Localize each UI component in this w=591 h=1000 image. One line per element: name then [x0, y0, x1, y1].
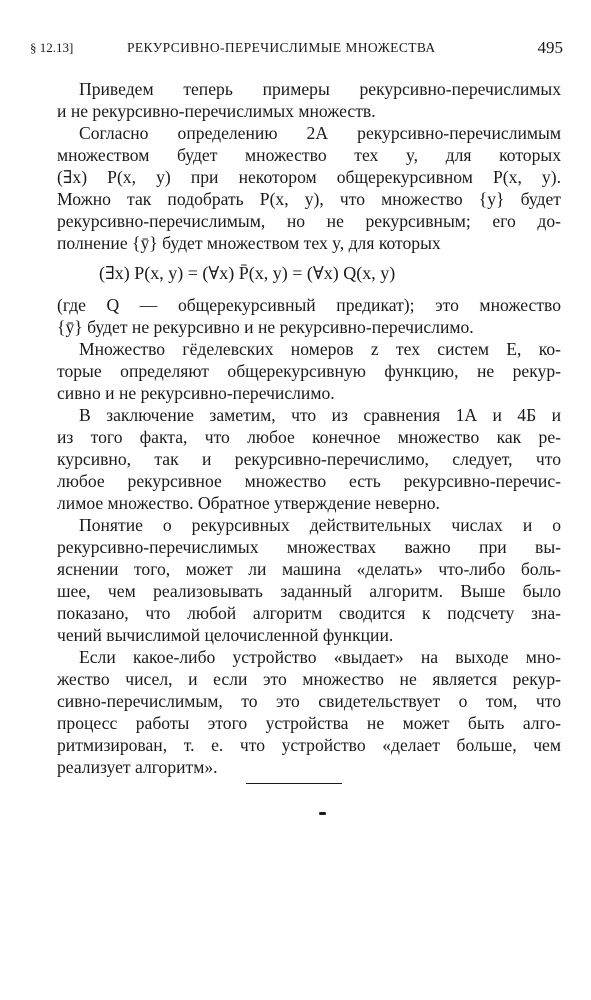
text-line: множеством будет множество тех y, для которых	[57, 145, 561, 165]
text-line: {ȳ} будет не рекурсивно и не рекурсивно-перечислимо.	[57, 317, 474, 337]
text-line: любое рекурсивное множество есть рекурсивно-перечис-	[57, 471, 561, 491]
running-title: РЕКУРСИВНО-ПЕРЕЧИСЛИМЫЕ МНОЖЕСТВА	[127, 40, 436, 55]
text-line: лимое множество. Обратное утверждение неверно.	[57, 493, 440, 513]
text-line: Согласно определению 2А рекурсивно-перечислимым	[79, 123, 561, 143]
text-line: Можно так подобрать P(x, y), что множество {y} будет	[57, 189, 561, 209]
text-line: процесс работы этого устройства не может быть алго-	[57, 713, 561, 733]
page-body-text	[57, 78, 561, 778]
text-line: рекурсивно-перечислимым, но не рекурсивным; его до-	[57, 211, 561, 231]
page-number: 495	[537, 38, 563, 57]
text-line: ритмизирован, т. е. что устройство «делает больше, чем	[57, 735, 561, 755]
text-line: В заключение заметим, что из сравнения 1А и 4Б и	[79, 405, 561, 425]
text-line: рекурсивно-перечислимых множествах важно при вы-	[57, 537, 561, 557]
text-line: курсивно, так и рекурсивно-перечислимо, следует, что	[57, 449, 561, 469]
text-line: и не рекурсивно-перечислимых множеств.	[57, 101, 376, 121]
text-line: торые определяют общерекурсивную функцию, не рекур-	[57, 361, 561, 381]
text-line: жество чисел, и если это множество не является рекур-	[57, 669, 561, 689]
text-line: из того факта, что любое конечное множество как ре-	[57, 427, 561, 447]
text-line: сивно-перечислимым, то это свидетельствует о том, что	[57, 691, 561, 711]
display-formula: (∃x) P(x, y) = (∀x) P̄(x, y) = (∀x) Q(x, y)	[99, 263, 396, 283]
text-line: полнение {ȳ} будет множеством тех y, для которых	[57, 233, 441, 253]
text-line: реализует алгоритм».	[57, 757, 218, 777]
paragraph	[57, 338, 561, 404]
paragraph	[57, 404, 561, 514]
text-line: Если какое-либо устройство «выдает» на выходе мно-	[79, 647, 561, 667]
text-line: чений вычислимой целочисленной функции.	[57, 625, 394, 645]
paragraph	[57, 78, 561, 122]
end-rule	[246, 783, 342, 784]
section-reference: § 12.13]	[30, 40, 74, 55]
text-line: сивно и не рекурсивно-перечислимо.	[57, 383, 335, 403]
text-line: Множество гёделевских номеров z тех систем E, ко-	[79, 339, 561, 359]
text-line: (где Q — общерекурсивный предикат); это множество	[57, 295, 561, 315]
paragraph	[57, 122, 561, 338]
text-line: (∃x) P(x, y) при некотором общерекурсивном P(x, y).	[57, 167, 561, 187]
paragraph	[57, 514, 561, 646]
paragraph	[57, 646, 561, 778]
text-line: шее, чем реализовывать заданный алгоритм. Выше было	[57, 581, 561, 601]
text-line: яснении того, может ли машина «делать» что-либо боль-	[57, 559, 561, 579]
text-line: Понятие о рекурсивных действительных числах и о	[79, 515, 561, 535]
page-header	[30, 38, 563, 60]
text-line: показано, что любой алгоритм сводится к подсчету зна-	[57, 603, 561, 623]
text-line: Приведем теперь примеры рекурсивно-перечислимых	[79, 79, 561, 99]
print-speck	[319, 812, 326, 815]
